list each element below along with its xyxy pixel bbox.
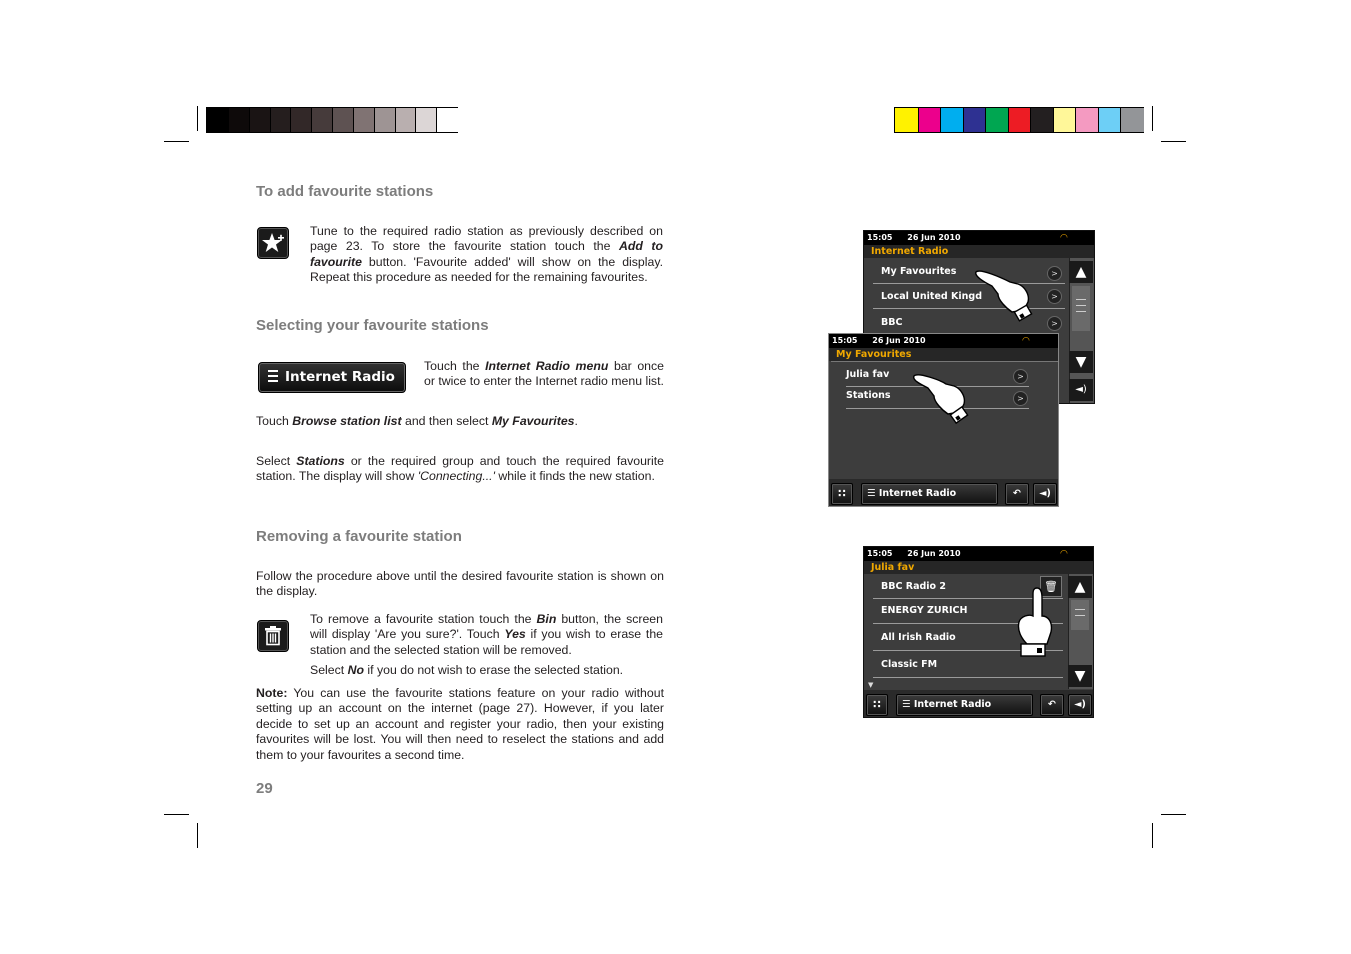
gray-swatch xyxy=(374,108,396,132)
internet-radio-menu-label: Internet Radio xyxy=(285,369,395,385)
menu-icon xyxy=(268,370,278,382)
gray-swatch xyxy=(311,108,333,132)
crop-mark xyxy=(164,141,189,142)
crop-mark xyxy=(1161,814,1186,815)
wifi-icon: ◠ xyxy=(1060,549,1068,559)
status-time: 15:05 xyxy=(867,549,893,558)
color-calibration-bar xyxy=(894,107,1144,133)
home-grid-button[interactable]: ∷ xyxy=(866,694,888,716)
list-item-all-irish-radio[interactable]: All Irish Radio xyxy=(881,632,956,643)
paragraph-remove-bin: To remove a favourite station touch the Bin button, the screen will display 'Are you sure?'. Touch Yes if you wish to erase the station and the selected station will be removed. xyxy=(310,612,663,657)
home-grid-button[interactable]: ∷ xyxy=(831,483,853,505)
color-swatch xyxy=(1120,108,1144,132)
gray-swatch xyxy=(290,108,312,132)
gray-swatch xyxy=(228,108,250,132)
color-swatch xyxy=(1075,108,1099,132)
chevron-right-icon[interactable]: > xyxy=(1047,266,1062,281)
list-item-energy-zurich[interactable]: ENERGY ZURICH xyxy=(881,605,968,616)
status-time: 15:05 xyxy=(832,336,858,345)
section-heading-remove-favourite: Removing a favourite station xyxy=(256,528,462,545)
gray-swatch xyxy=(395,108,417,132)
chevron-right-icon[interactable]: > xyxy=(1047,316,1062,331)
grayscale-calibration-bar xyxy=(206,107,458,133)
volume-button[interactable]: ◄) xyxy=(1068,694,1092,716)
menu-item-local-united-kingdom[interactable]: Local United Kingd xyxy=(881,291,982,302)
wifi-icon: ◠ xyxy=(1022,336,1030,346)
color-swatch xyxy=(895,108,918,132)
gray-swatch xyxy=(415,108,437,132)
page-number: 29 xyxy=(256,780,273,797)
add-to-favourite-button[interactable] xyxy=(257,227,289,259)
bar-label: Internet Radio xyxy=(913,699,992,710)
paragraph-select-no: Select No if you do not wish to erase the selected station. xyxy=(310,663,624,677)
color-swatch xyxy=(1008,108,1032,132)
wifi-icon: ◠ xyxy=(1060,233,1068,243)
bar-label: Internet Radio xyxy=(878,488,957,499)
paragraph-add-favourite: Tune to the required radio station as previously described on page 23. To store the favourite station touch the Add to favourite button. 'Favourite added' will show on the display. Repeat this procedure as needed for the remaining favourites. xyxy=(310,224,663,285)
screen-title: Julia fav xyxy=(864,561,1093,574)
paragraph-browse: Touch Browse station list and then select My Favourites. xyxy=(256,414,578,428)
back-button[interactable]: ↶ xyxy=(1005,483,1029,505)
crop-mark xyxy=(1161,141,1186,142)
volume-button[interactable]: ◄) xyxy=(1069,379,1093,401)
color-swatch xyxy=(1030,108,1054,132)
menu-item-julia-fav[interactable]: Julia fav xyxy=(846,369,890,380)
scroll-up-button[interactable]: ▲ xyxy=(1069,261,1093,283)
gray-swatch xyxy=(332,108,354,132)
menu-item-bbc[interactable]: BBC xyxy=(881,317,903,328)
list-item-classic-fm[interactable]: Classic FM xyxy=(881,659,938,670)
internet-radio-bar-button[interactable] xyxy=(861,483,998,505)
gray-swatch xyxy=(249,108,271,132)
hand-pointer-icon xyxy=(972,264,1042,326)
scroll-up-button[interactable]: ▲ xyxy=(1068,576,1092,598)
bin-button[interactable]: 🗑 xyxy=(1040,576,1062,597)
crop-mark xyxy=(197,823,198,848)
internet-radio-bar-button[interactable] xyxy=(896,694,1033,716)
status-date: 26 Jun 2010 xyxy=(907,549,961,558)
chevron-right-icon[interactable]: > xyxy=(1047,289,1062,304)
status-date: 26 Jun 2010 xyxy=(907,233,961,242)
section-heading-select-favourites: Selecting your favourite stations xyxy=(256,317,489,334)
menu-icon: ☰ xyxy=(902,699,911,710)
crop-mark xyxy=(164,814,189,815)
bottom-bar xyxy=(864,690,1093,717)
scroll-thumb[interactable] xyxy=(1071,600,1089,630)
gray-swatch xyxy=(270,108,292,132)
color-swatch xyxy=(1053,108,1077,132)
note-paragraph: Note: You can use the favourite stations feature on your radio without setting up an account on the internet (page 27). However, if you later decide to set up an account and register your radio, then your existing favourites will be lost. You will then need to reselect the stations and add them to your favourites a second time. xyxy=(256,686,664,762)
paragraph-select-stations: Select Stations or the required group and touch the required favourite station. The display will show 'Connecting...' while it finds the new station. xyxy=(256,454,664,484)
bin-icon xyxy=(258,621,288,651)
status-time: 15:05 xyxy=(867,233,893,242)
color-swatch xyxy=(1098,108,1122,132)
note-label: Note: xyxy=(256,686,288,700)
gray-swatch xyxy=(353,108,375,132)
paragraph-touch-menu: Touch the Internet Radio menu bar once or twice to enter the Internet radio menu list. xyxy=(424,359,664,389)
more-below-indicator: ▼ xyxy=(868,681,874,689)
bin-button[interactable] xyxy=(257,620,289,652)
chevron-right-icon[interactable]: > xyxy=(1013,391,1028,406)
hand-pointer-icon xyxy=(1015,586,1055,662)
bottom-bar xyxy=(829,479,1058,506)
crop-mark xyxy=(1152,106,1153,131)
color-swatch xyxy=(963,108,987,132)
list-item-bbc-radio-2[interactable]: BBC Radio 2 xyxy=(881,581,946,592)
scroll-down-button[interactable]: ▼ xyxy=(1069,351,1093,373)
color-swatch xyxy=(940,108,964,132)
back-button[interactable]: ↶ xyxy=(1040,694,1064,716)
screen-title: Internet Radio xyxy=(864,245,1094,258)
chevron-right-icon[interactable]: > xyxy=(1013,369,1028,384)
color-swatch xyxy=(985,108,1009,132)
hand-pointer-icon xyxy=(910,368,980,430)
scroll-down-button[interactable]: ▼ xyxy=(1068,665,1092,687)
crop-mark xyxy=(1152,823,1153,848)
star-add-icon xyxy=(258,228,288,258)
menu-item-my-favourites[interactable]: My Favourites xyxy=(881,266,957,277)
radio-screen-julia-fav xyxy=(863,546,1094,718)
menu-item-stations[interactable]: Stations xyxy=(846,390,891,401)
internet-radio-menu-button[interactable] xyxy=(258,362,406,393)
screen-title: My Favourites xyxy=(829,348,1058,361)
gray-swatch xyxy=(207,108,228,132)
color-swatch xyxy=(918,108,942,132)
menu-icon: ☰ xyxy=(867,488,876,499)
volume-button[interactable]: ◄) xyxy=(1033,483,1057,505)
status-date: 26 Jun 2010 xyxy=(872,336,926,345)
scroll-thumb[interactable] xyxy=(1072,286,1090,331)
section-heading-add-favourites: To add favourite stations xyxy=(256,183,434,200)
gray-swatch xyxy=(436,108,458,132)
status-bar xyxy=(864,547,1093,561)
paragraph-follow-procedure: Follow the procedure above until the desired favourite station is shown on the display. xyxy=(256,569,664,599)
crop-mark xyxy=(197,106,198,131)
